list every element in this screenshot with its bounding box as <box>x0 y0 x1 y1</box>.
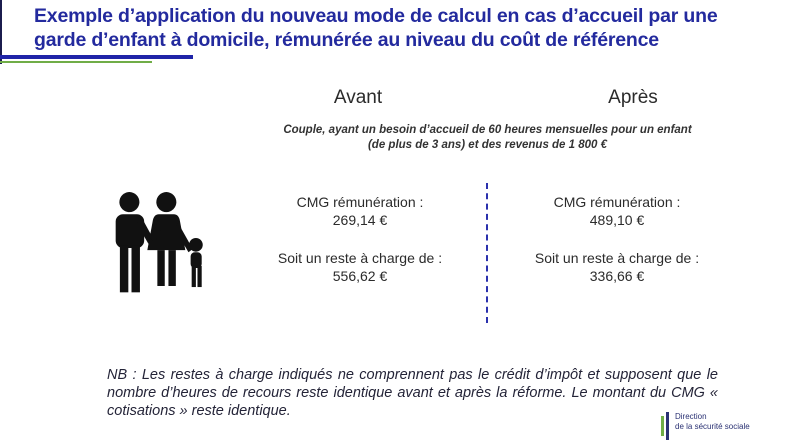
title-underline-blue <box>0 55 193 59</box>
after-rest <box>509 250 725 285</box>
note-text: NB : Les restes à charge indiqués ne comprennent pas le crédit d’impôt et supposent que le nombre d’heures de recours reste identique avant et après la réforme. Le montant du CMG « cotisations » reste identique. <box>107 367 718 419</box>
after-rest-value: 336,66 € <box>589 267 645 284</box>
page-title <box>34 5 770 52</box>
logo-bar-blue <box>666 412 669 440</box>
before-amounts <box>252 194 468 285</box>
family-icon <box>107 191 213 305</box>
scenario-description <box>240 123 735 153</box>
after-column-header: Après <box>608 87 658 108</box>
org-name <box>675 412 750 431</box>
column-divider <box>486 183 488 323</box>
before-rest <box>252 250 468 285</box>
after-rest-label: Soit un reste à charge de : <box>534 250 700 266</box>
before-rest-label: Soit un reste à charge de : <box>277 250 443 266</box>
dss-logo <box>661 412 750 440</box>
after-cmg-value: 489,10 € <box>589 211 645 228</box>
after-cmg-label: CMG rémunération : <box>553 194 681 210</box>
dss-logo-bars-icon <box>661 412 669 440</box>
org-name-line1: Direction <box>675 412 707 421</box>
after-amounts <box>509 194 725 285</box>
title-underline-green <box>0 61 152 64</box>
scenario-line1: Couple, ayant un besoin d’accueil de 60 heures mensuelles pour un enfant <box>283 124 692 136</box>
before-column-header: Avant <box>333 87 383 108</box>
before-cmg-value: 269,14 € <box>332 211 388 228</box>
page-title-line1: Exemple d’application du nouveau mode de calcul en cas d’accueil par une <box>34 5 718 27</box>
logo-bar-green <box>661 416 664 436</box>
page-title-line2: garde d’enfant à domicile, rémunérée au niveau du coût de référence <box>34 28 659 51</box>
before-cmg <box>252 194 468 229</box>
org-name-line2: de la sécurité sociale <box>675 421 750 431</box>
before-rest-value: 556,62 € <box>332 267 388 284</box>
scenario-line2: (de plus de 3 ans) et des revenus de 1 800 € <box>367 139 608 151</box>
after-cmg <box>509 194 725 229</box>
before-cmg-label: CMG rémunération : <box>296 194 424 210</box>
